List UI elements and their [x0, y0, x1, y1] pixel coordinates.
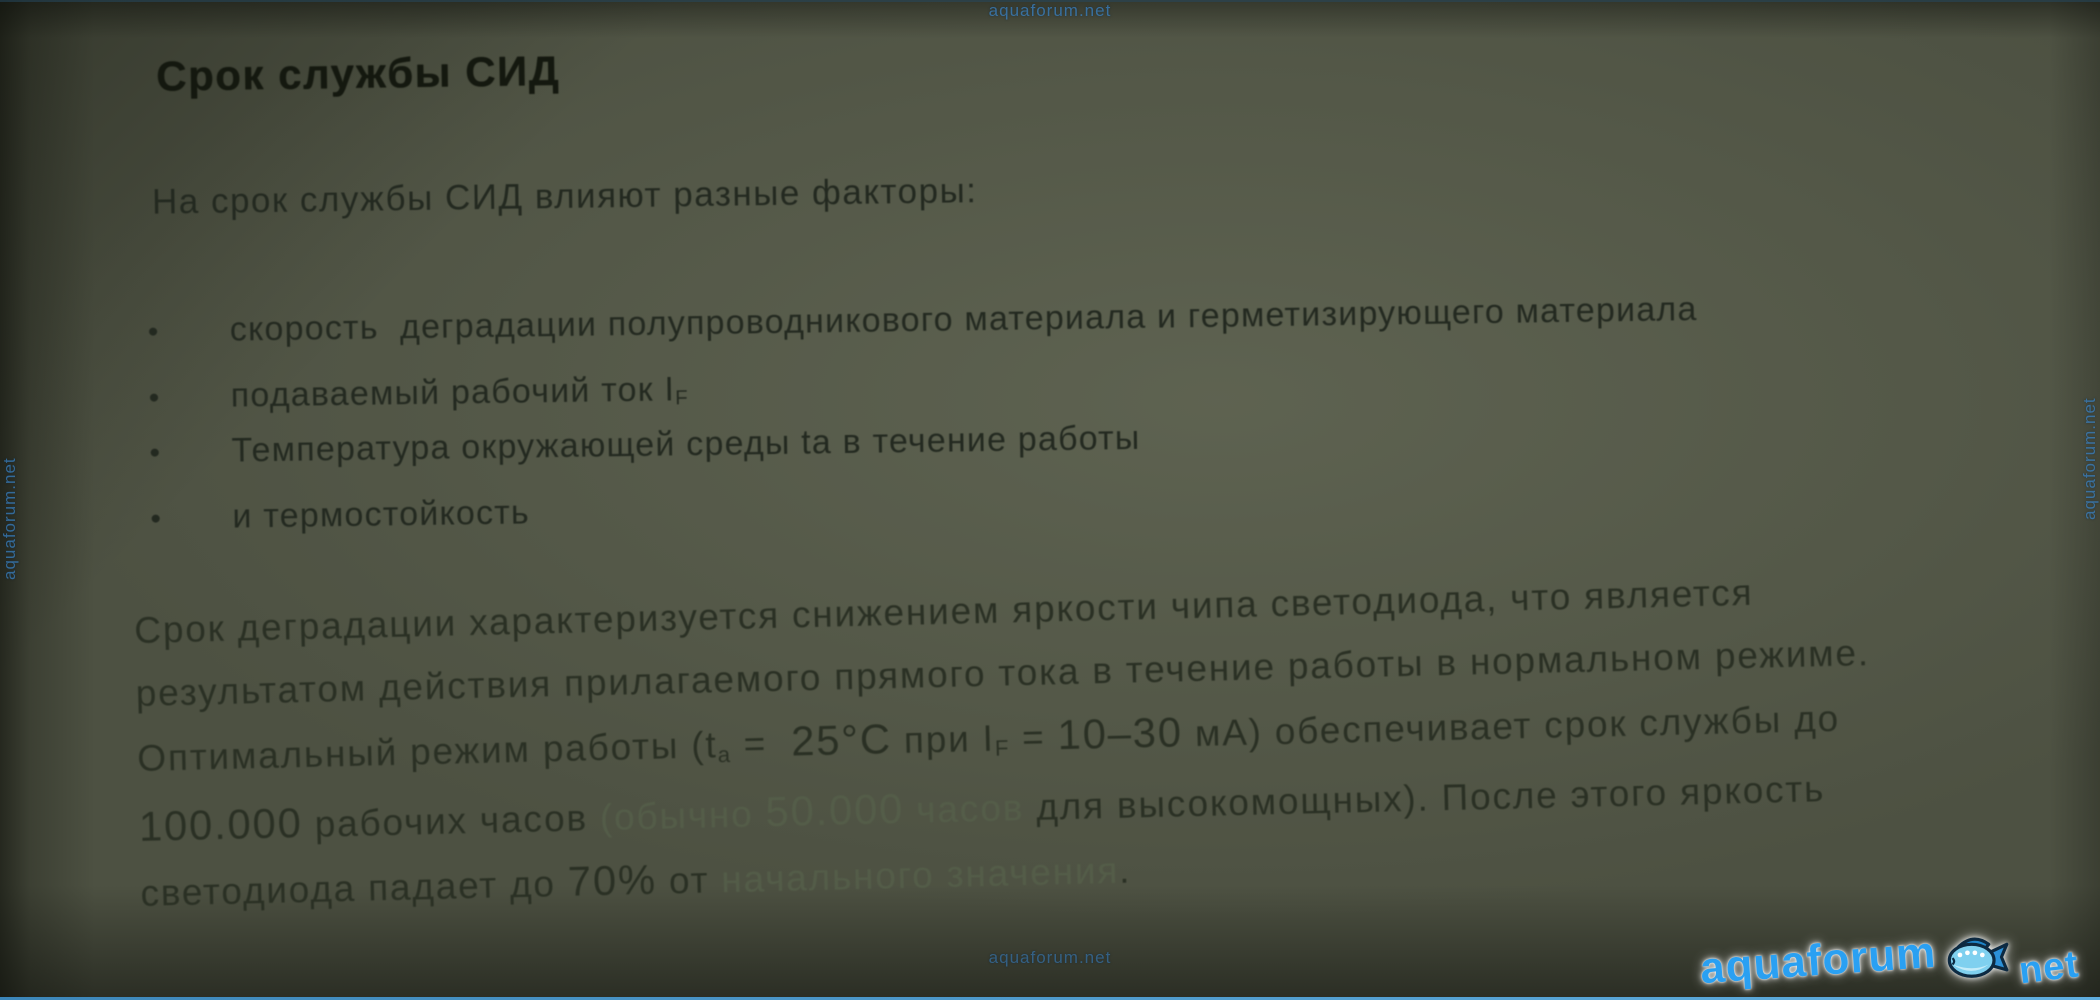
bullet-dot-icon: •: [147, 315, 160, 349]
paragraph-line: результатом действия прилагаемого прямого тока в течение работы в нормальном режиме.: [135, 632, 1871, 714]
watermark-top: aquaforum.net: [988, 1, 1112, 20]
bullet-list: [147, 285, 1700, 560]
bullet-text: подаваемый рабочий ток IF: [230, 370, 689, 415]
bullet-text: скорость деградации полупроводникового материала и герметизирующего материала: [229, 290, 1698, 349]
fish-icon: [1944, 931, 2010, 986]
bullet-dot-icon: •: [149, 436, 162, 470]
bullet-text: Температура окружающей среды ta в течение работы: [231, 418, 1141, 470]
paragraph-line: Срок деградации характеризуется снижением яркости чипа светодиода, что является: [133, 571, 1754, 651]
paragraph: [134, 555, 2021, 925]
logo-word-net: net: [2016, 943, 2082, 993]
bullet-dot-icon: •: [148, 381, 161, 415]
watermark-right: aquaforum.net: [2080, 397, 2099, 520]
slide-title: Срок службы СИД: [155, 46, 561, 100]
bullet-text: и термостойкость: [232, 493, 531, 536]
paragraph-line: Оптимальный режим работы (ta = 25°C при IF = 10–30 мА) обеспечивает срок службы до: [136, 697, 1841, 779]
watermark-bottom: aquaforum.net: [988, 948, 1112, 967]
watermark-left: aquaforum.net: [0, 457, 19, 580]
paragraph-line: светодиода падает до 70% от начального значения.: [140, 849, 1132, 914]
aquaforum-logo: [1698, 927, 2082, 993]
logo-word-aquaforum: aquaforum: [1698, 927, 1938, 993]
bullet-dot-icon: •: [150, 502, 163, 536]
intro-line: На срок службы СИД влияют разные факторы:: [151, 171, 978, 222]
paragraph-line: 100.000 рабочих часов (обычно 50.000 часов для высокомощных). После этого яркость: [138, 768, 1826, 850]
